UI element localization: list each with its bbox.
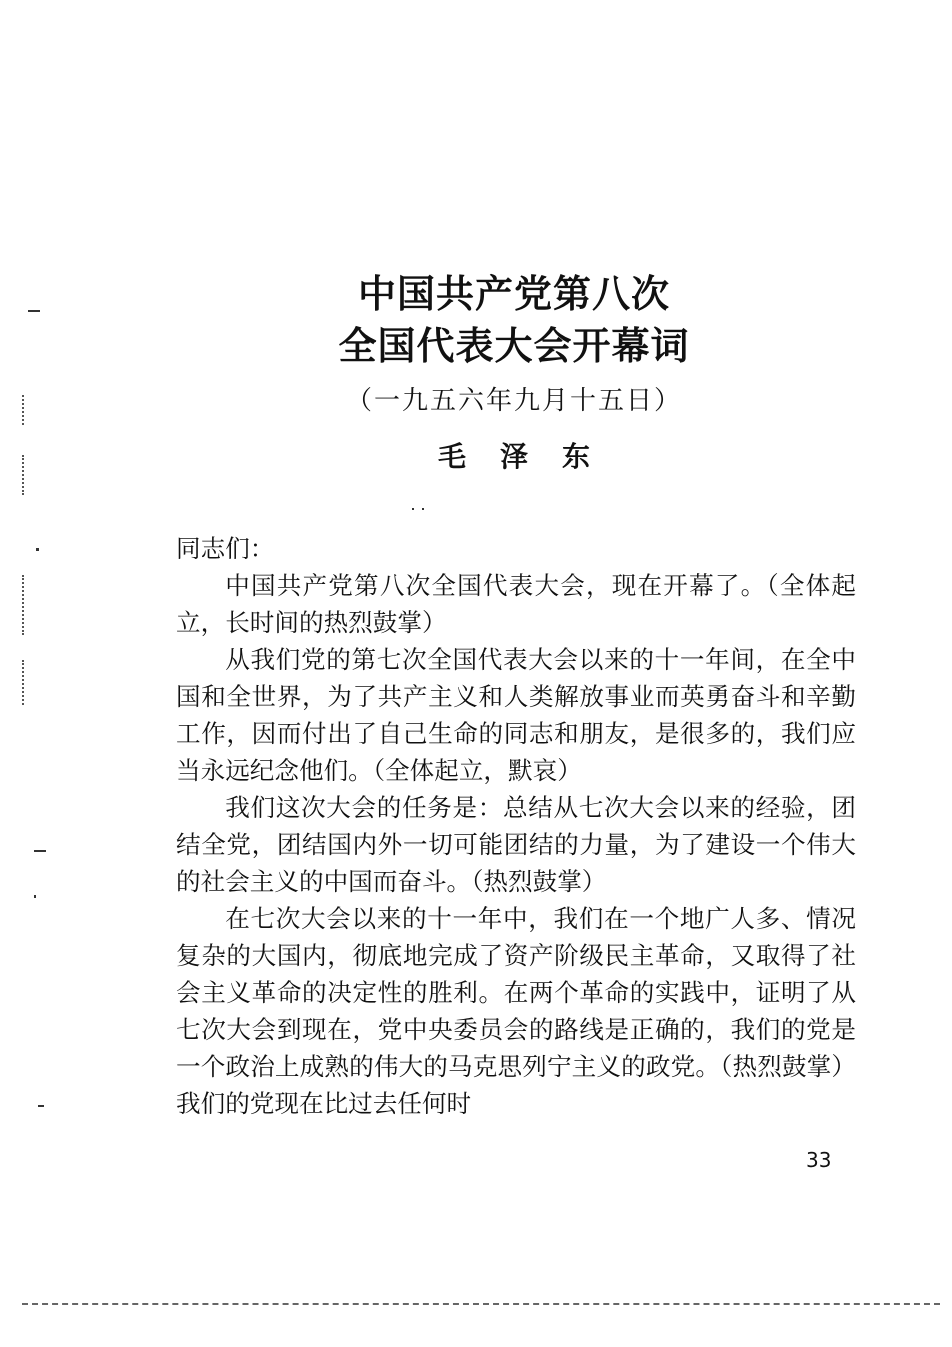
salutation: 同志们： [176, 534, 275, 563]
scan-speck [412, 508, 414, 510]
paragraph-3: 我们这次大会的任务是：总结从七次大会以来的经验，团结全党，团结国内外一切可能团结的力量，为了建设一个伟大的社会主义的中国而奋斗。（热烈鼓掌） [176, 793, 856, 896]
author-name: 毛泽东 [437, 440, 624, 473]
date-line: （一九五六年九月十五日） [345, 386, 682, 416]
scan-margin-mark [22, 395, 26, 425]
scan-speck [38, 1105, 44, 1107]
scan-margin-mark [22, 660, 26, 705]
scan-speck [28, 310, 40, 312]
scan-margin-mark [22, 575, 26, 635]
page-number: 33 [806, 1148, 832, 1172]
scan-speck [36, 548, 39, 551]
paragraph-2: 从我们党的第七次全国代表大会以来的十一年间，在全中国和全世界，为了共产主义和人类解放事业而英勇奋斗和辛勤工作，因而付出了自己生命的同志和朋友，是很多的，我们应当永远纪念他们。（全体起立，默哀） [176, 645, 856, 785]
paragraph-1: 中国共产党第八次全国代表大会，现在开幕了。（全体起立，长时间的热烈鼓掌） [176, 571, 856, 637]
title-line-1: 中国共产党第八次 [357, 272, 670, 316]
title-line-2: 全国代表大会开幕词 [338, 324, 690, 368]
body-text [176, 530, 856, 1122]
scan-speck [34, 895, 36, 898]
scan-speck [34, 850, 46, 852]
paragraph-4: 在七次大会以来的十一年中，我们在一个地广人多、情况复杂的大国内，彻底地完成了资产阶级民主革命，又取得了社会主义革命的决定性的胜利。在两个革命的实践中，证明了从七次大会到现在，党中央委员会的路线是正确的，我们的党是一个政治上成熟的伟大的马克思列宁主义的政党。（热烈鼓掌）我们的党现在比过去任何时 [176, 904, 856, 1118]
scan-edge-rule [22, 1303, 940, 1305]
scan-margin-mark [22, 455, 26, 495]
scan-speck [422, 508, 424, 510]
